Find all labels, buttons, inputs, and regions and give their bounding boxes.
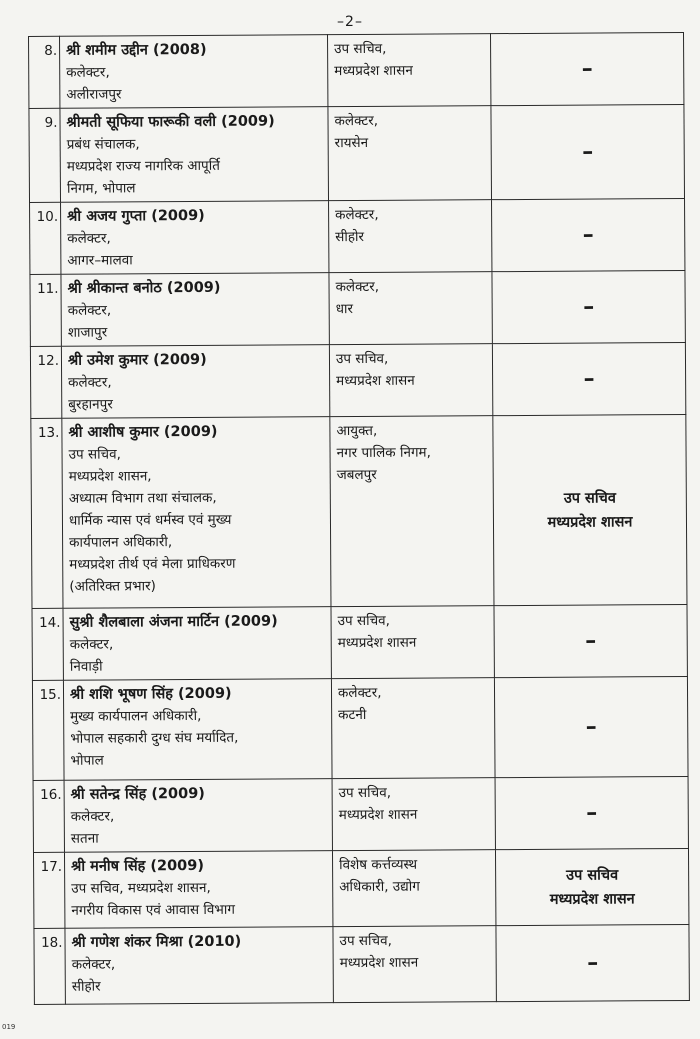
table-row	[33, 776, 688, 852]
remark-line: मध्यप्रदेश शासन	[549, 891, 635, 908]
remark-cell	[493, 414, 687, 605]
new-posting-line: धार	[335, 301, 354, 318]
remark-line: –	[587, 950, 599, 976]
new-posting-line: उप सचिव,	[337, 612, 390, 630]
officer-cell	[61, 201, 329, 275]
remark-cell	[495, 848, 688, 925]
current-posting-line: आगर–मालवा	[67, 252, 133, 269]
new-posting-cell	[331, 678, 495, 779]
serial-number: 13.	[31, 418, 63, 608]
remark-cell	[492, 342, 685, 415]
officer-name: श्री शशि भूषण सिंह (2009)	[69, 685, 232, 703]
table-row	[33, 848, 688, 928]
serial-number: 16.	[33, 780, 64, 852]
current-posting-line: मुख्य कार्यपालन अधिकारी,	[70, 707, 202, 725]
officer-name: श्री सतेन्द्र सिंह (2009)	[70, 785, 205, 803]
current-posting-line: मध्यप्रदेश शासन,	[68, 468, 152, 485]
officer-name: श्री श्रीकान्त बनोठ (2009)	[67, 279, 221, 297]
footer-code: 019	[2, 1023, 16, 1031]
remark-line: –	[582, 139, 594, 165]
table-row	[32, 604, 687, 680]
remark-line: उप सचिव	[563, 490, 616, 507]
remark-line: मध्यप्रदेश शासन	[547, 514, 633, 531]
table-row	[30, 270, 685, 346]
serial-number: 11.	[30, 274, 61, 346]
remark-cell	[490, 32, 683, 105]
officer-name: श्री शमीम उद्दीन (2008)	[66, 41, 207, 59]
serial-number: 8.	[29, 36, 60, 108]
current-posting-line: कार्यपालन अधिकारी,	[69, 534, 173, 551]
new-posting-line: सीहोर	[335, 228, 365, 246]
new-posting-line: कलेक्टर,	[335, 278, 380, 296]
new-posting-line: मध्यप्रदेश शासन	[337, 634, 417, 652]
table-row	[30, 198, 685, 274]
new-posting-line: मध्यप्रदेश शासन	[338, 806, 418, 824]
remark-cell	[491, 104, 685, 199]
new-posting-line: उप सचिव,	[339, 932, 392, 950]
new-posting-cell	[330, 416, 494, 607]
table-row	[29, 104, 685, 202]
new-posting-line: मध्यप्रदेश शासन	[336, 372, 415, 390]
remark-cell	[492, 270, 685, 343]
new-posting-line: आयुक्त,	[336, 422, 378, 440]
table-row	[29, 32, 684, 108]
current-posting-line: मध्यप्रदेश राज्य नागरिक आपूर्ति	[66, 157, 220, 175]
new-posting-line: मध्यप्रदेश शासन	[334, 62, 413, 80]
officer-name: श्री आशीष कुमार (2009)	[68, 423, 218, 441]
current-posting-line: (अतिरिक्त प्रभार)	[69, 578, 156, 595]
remark-line: –	[581, 56, 593, 82]
new-posting-line: कलेक्टर,	[334, 112, 379, 130]
page-number: –2–	[337, 14, 363, 30]
remark-cell	[494, 604, 687, 677]
transfer-table	[28, 32, 690, 1005]
current-posting-line: कलेक्टर,	[71, 956, 116, 973]
officer-cell	[62, 417, 331, 609]
serial-number: 18.	[34, 928, 65, 1004]
current-posting-line: कलेक्टर,	[67, 230, 111, 247]
current-posting-line: उप सचिव, मध्यप्रदेश शासन,	[71, 879, 211, 897]
remark-line: उप सचिव	[566, 867, 619, 884]
current-posting-line: कलेक्टर,	[66, 64, 110, 81]
table-row	[34, 924, 689, 1004]
officer-name: सुश्री शैलबाला अंजना मार्टिन (2009)	[69, 613, 278, 631]
table-row	[31, 414, 687, 608]
current-posting-line: धार्मिक न्यास एवं धर्मस्व एवं मुख्य	[68, 511, 232, 529]
new-posting-line: विशेष कर्त्तव्यस्थ	[339, 856, 418, 874]
officer-cell	[65, 927, 333, 1005]
new-posting-line: उप सचिव,	[338, 784, 392, 802]
officer-name: श्री मनीष सिंह (2009)	[71, 857, 205, 875]
current-posting-line: कलेक्टर,	[67, 302, 112, 319]
remark-line: –	[583, 366, 595, 392]
new-posting-line: रायसेन	[334, 134, 369, 152]
serial-number: 14.	[32, 608, 63, 680]
officer-name: श्री अजय गुप्ता (2009)	[67, 207, 205, 225]
remark-line: –	[585, 714, 597, 740]
new-posting-line: उप सचिव,	[335, 350, 389, 368]
officer-cell	[63, 607, 331, 681]
new-posting-cell	[327, 34, 490, 107]
current-posting-line: कलेक्टर,	[70, 808, 115, 825]
remark-cell	[492, 198, 685, 271]
remark-line: –	[582, 222, 594, 248]
new-posting-line: जबलपुर	[336, 466, 377, 484]
new-posting-cell	[332, 778, 495, 851]
new-posting-line: कलेक्टर,	[335, 206, 379, 224]
current-posting-line: कलेक्टर,	[68, 374, 112, 391]
table-row	[30, 342, 685, 418]
new-posting-cell	[329, 272, 492, 345]
remark-line: –	[586, 800, 598, 826]
new-posting-line: नगर पालिक निगम,	[336, 444, 431, 462]
serial-number: 15.	[32, 680, 64, 780]
new-posting-line: उप सचिव,	[334, 40, 387, 58]
current-posting-line: निवाड़ी	[69, 658, 103, 675]
current-posting-line: भोपाल	[70, 752, 104, 769]
new-posting-cell	[331, 606, 494, 679]
current-posting-line: अध्यात्म विभाग तथा संचालक,	[68, 489, 217, 507]
serial-number: 17.	[33, 852, 64, 928]
current-posting-line: मध्यप्रदेश तीर्थ एवं मेला प्राधिकरण	[69, 555, 236, 573]
serial-number: 9.	[29, 108, 61, 202]
new-posting-cell	[329, 200, 492, 273]
current-posting-line: प्रबंध संचालक,	[66, 136, 140, 153]
remark-cell	[494, 676, 688, 777]
current-posting-line: सतना	[70, 830, 99, 847]
remark-line: –	[583, 294, 595, 320]
current-posting-line: बुरहानपुर	[68, 396, 113, 413]
current-posting-line: शाजापुर	[67, 324, 108, 341]
remark-line: –	[585, 628, 597, 654]
table-row	[32, 676, 688, 780]
new-posting-cell	[332, 850, 495, 927]
new-posting-line: मध्यप्रदेश शासन	[339, 954, 419, 972]
current-posting-line: भोपाल सहकारी दुग्ध संघ मर्यादित,	[70, 729, 239, 747]
current-posting-line: अलीराजपुर	[66, 86, 122, 103]
officer-name: श्री उमेश कुमार (2009)	[67, 351, 207, 369]
new-posting-cell	[333, 926, 496, 1003]
new-posting-line: कलेक्टर,	[337, 684, 382, 702]
new-posting-line: कटनी	[338, 706, 367, 724]
officer-name: श्रीमती सूफिया फारूकी वली (2009)	[66, 113, 275, 131]
serial-number: 12.	[30, 346, 61, 418]
current-posting-line: कलेक्टर,	[69, 636, 114, 653]
new-posting-line: अधिकारी, उद्योग	[339, 878, 420, 896]
officer-cell	[63, 679, 332, 781]
current-posting-line: उप सचिव,	[68, 446, 121, 463]
new-posting-cell	[329, 344, 492, 417]
current-posting-line: निगम, भोपाल	[66, 180, 136, 197]
officer-cell	[64, 851, 332, 929]
officer-name: श्री गणेश शंकर मिश्रा (2010)	[71, 933, 242, 951]
officer-cell	[61, 273, 329, 347]
new-posting-cell	[328, 106, 492, 201]
serial-number: 10.	[30, 202, 61, 274]
officer-cell	[60, 35, 328, 109]
remark-cell	[495, 776, 688, 849]
remark-cell	[496, 924, 689, 1001]
current-posting-line: नगरीय विकास एवं आवास विभाग	[71, 901, 235, 919]
officer-cell	[64, 779, 332, 853]
officer-cell	[60, 107, 329, 203]
current-posting-line: सीहोर	[71, 978, 101, 995]
officer-cell	[61, 345, 329, 419]
